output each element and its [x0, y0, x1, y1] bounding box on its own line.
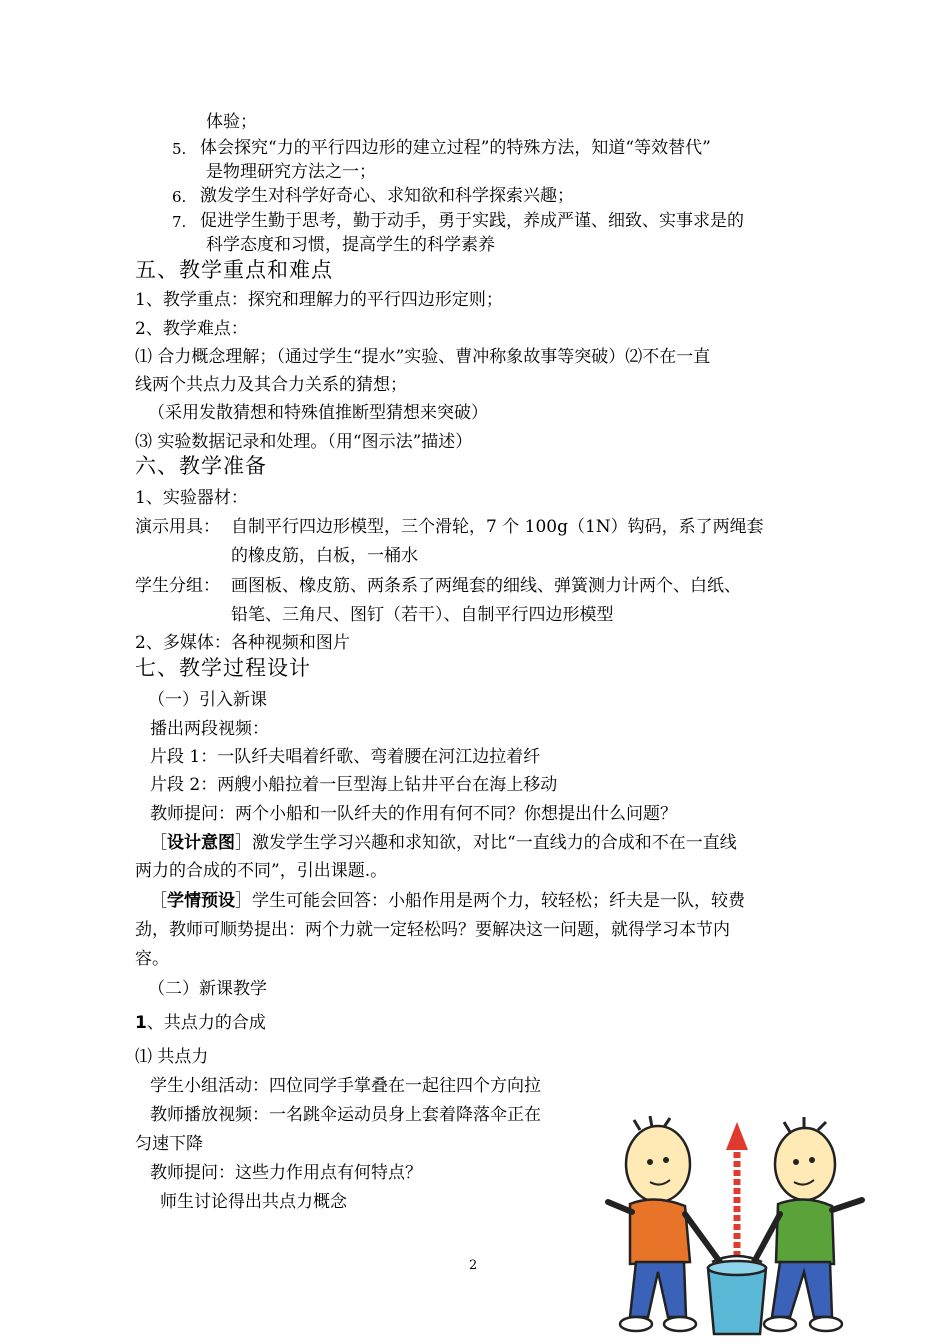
objective-4-continuation: 体验；	[206, 112, 257, 132]
section-5-key-points: 1、教学重点：探究和理解力的平行四边形定则；	[135, 290, 503, 310]
objective-5-number: 5.	[172, 140, 187, 158]
design-intent-line2: 两力的合成的不同”，引出课题.。	[135, 861, 388, 881]
right-kid-figure	[754, 1117, 862, 1331]
student-group-line2: 铅笔、三角尺、图钉（若干）、自制平行四边形模型	[231, 605, 614, 625]
design-intent-line1	[150, 832, 737, 854]
situation-preset-open-bracket: ［	[150, 891, 167, 911]
situation-preset-line1	[150, 890, 745, 912]
subsection-new-lesson-heading: （二）新课教学	[148, 979, 267, 999]
section-5-difficulty-3: ⑶ 实验数据记录和处理。（用“图示法”描述）	[135, 432, 473, 452]
section-5-difficulties-label: 2、教学难点：	[135, 319, 248, 339]
objective-6-line1: 激发学生对科学好奇心、求知欲和科学探索兴趣；	[200, 186, 574, 206]
situation-preset-text1: ］学生可能会回答：小船作用是两个力，较轻松；纤夫是一队，较费	[235, 891, 745, 911]
design-intent-label: 设计意图	[167, 833, 235, 853]
topic-line-1: 学生小组活动：四位同学手掌叠在一起往四个方向拉	[150, 1076, 541, 1096]
topic-line-4: 教师提问：这些力作用点有何特点？	[150, 1163, 422, 1183]
topic-line-5: 师生讨论得出共点力概念	[160, 1192, 347, 1212]
objective-7-line1: 促进学生勤于思考，勤于动手，勇于实践，养成严谨、细致、实事求是的	[200, 211, 744, 231]
subsection-intro-heading: （一）引入新课	[148, 690, 267, 710]
design-intent-text1: ］激发学生学习兴趣和求知欲，对比“一直线力的合成和不在一直线	[235, 833, 737, 853]
demo-tools-label: 演示用具：	[135, 517, 220, 537]
section-6-heading: 六、教学准备	[135, 454, 267, 478]
section-7-heading: 七、教学过程设计	[135, 656, 311, 680]
section-6-equipment-label: 1、实验器材：	[135, 488, 248, 508]
topic-line-2: 教师播放视频：一名跳伞运动员身上套着降落伞正在	[150, 1105, 541, 1125]
concurrent-force-heading: ⑴ 共点力	[135, 1047, 209, 1067]
section-5-difficulty-1a: ⑴ 合力概念理解；（通过学生“提水”实验、曹冲称象故事等突破）⑵不在一直	[135, 347, 711, 367]
demo-tools-line1: 自制平行四边形模型，三个滑轮，7 个 100g（1N）钩码，系了两绳套	[231, 517, 764, 537]
situation-preset-label: 学情预设	[167, 891, 235, 911]
section-6-multimedia: 2、多媒体：各种视频和图片	[135, 633, 350, 653]
intro-line-3: 片段 2：两艘小船拉着一巨型海上钻井平台在海上移动	[150, 775, 558, 795]
topic-1-heading	[135, 1012, 266, 1034]
situation-preset-line3: 容。	[135, 949, 169, 969]
objective-7-line2: 科学态度和习惯，提高学生的科学素养	[206, 235, 495, 255]
objective-5-line2: 是物理研究方法之一；	[206, 162, 376, 182]
left-kid-figure	[608, 1116, 720, 1331]
objective-6-number: 6.	[172, 188, 187, 206]
demo-tools-line2: 的橡皮筋，白板，一桶水	[231, 546, 418, 566]
student-group-line1: 画图板、橡皮筋、两条系了两绳套的细线、弹簧测力计两个、白纸、	[231, 576, 741, 596]
intro-line-2: 片段 1：一队纤夫唱着纤歌、弯着腰在河江边拉着纤	[150, 747, 541, 767]
design-intent-open-bracket: ［	[150, 833, 167, 853]
topic-1-text: 、共点力的合成	[146, 1013, 266, 1033]
objective-5-line1: 体会探究“力的平行四边形的建立过程”的特殊方法，知道“等效替代”	[200, 138, 711, 158]
two-kids-lifting-bucket-illustration	[600, 1112, 875, 1344]
bucket-icon	[708, 1256, 766, 1334]
section-5-difficulty-1b: 线两个共点力及其合力关系的猜想；	[135, 375, 407, 395]
objective-7-number: 7.	[172, 213, 187, 231]
situation-preset-line2: 劲，教师可顺势提出：两个力就一定轻松吗？要解决这一问题，就得学习本节内	[135, 920, 730, 940]
section-5-difficulty-approach: （采用发散猜想和特殊值推断型猜想来突破）	[148, 403, 488, 423]
topic-line-3: 匀速下降	[135, 1134, 203, 1154]
student-group-label: 学生分组：	[135, 576, 220, 596]
intro-line-4: 教师提问：两个小船和一队纤夫的作用有何不同？你想提出什么问题？	[150, 804, 677, 824]
topic-1-number: 1	[135, 1013, 147, 1033]
page-number: 2	[469, 1258, 478, 1273]
intro-line-1: 播出两段视频：	[150, 719, 269, 739]
section-5-heading: 五、教学重点和难点	[135, 258, 333, 282]
